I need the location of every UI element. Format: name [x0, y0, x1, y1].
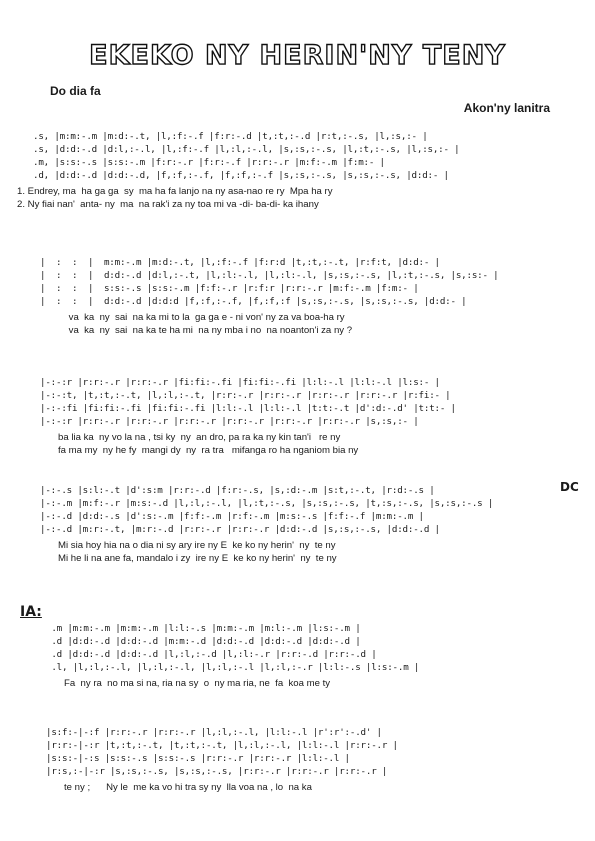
staff-line: |-:-.s |s:l:-.t |d':s:m |r:r:-.d |f:r:-.s, |s,:d:-.m |s:t,:-.t, |r:d:-.s | [40, 485, 435, 496]
staff-line: | : : | d:d:-.d |d:d:d |f,:f,:-.f, |f,:f,:f |s,:s,:-.s, |s,:s,:-.s, |d:d:- | [40, 296, 467, 307]
staff-line: |-:-.m |m:f:-.r |m:s:-.d |l,:l,:-.l, |l,:t,:-.s, |s,:s,:-.s, |t,:s,:-.s, |s,:s,:-.s | [40, 498, 494, 509]
staff-line: | : : | d:d:-.d |d:l,:-.t, |l,:l:-.l, |l,:l:-.l, |s,:s,:-.s, |l,:t,:-.s, |s,:s:- | [40, 270, 499, 281]
staff-line: |r:r:-|-:r |t,:t,:-.t, |t,:t,:-.t, |l,:l,:-.l, |l:l:-.l |r:r:-.r | [46, 740, 398, 751]
lyric-line: fa ma my ny he fy mangi dy ny ra tra mifanga ro ha nganiom bia ny [50, 445, 359, 456]
staff-line: .d |d:d:-.d |d:d:-.d |l,:l,:-.d |l,:l:-.r |r:r:-.d |r:r:-.d | [46, 649, 377, 660]
lyric-line: Fa ny ra no ma si na, ria na sy o ny ma ria, ne fa koa me ty [56, 678, 331, 689]
tune-name: Akon'ny lanitra [463, 101, 550, 115]
staff-line: .m |m:m:-.m |m:m:-.m |l:l:-.s |m:m:-.m |m:l:-.m |l:s:-.m | [46, 623, 361, 634]
staff-line: |-:-.d |d:d:-.s |d':s:-.m |f:f:-.m |r:f:-.m |m:s:-.s |f:f:-.f |m:m:-.m | [40, 511, 424, 522]
lyric-line: Mi he li na ane fa, mandalo i zy ire ny E ke ko ny herin' ny te ny [50, 553, 337, 564]
staff-line: |-:-:r |r:r:-.r |r:r:-.r |r:r:-.r |r:r:-.r |r:r:-.r |r:r:-.r |s,:s,:- | [40, 416, 419, 427]
staff-line: | : : | m:m:-.m |m:d:-.t, |l,:f:-.f |f:r:d |t,:t,:-.t, |r:f:t, |d:d:- | [40, 257, 440, 268]
lyric-line: va ka ny sai na ka mi to la ga ga e - ni von' ny za va boa-ha ry [50, 312, 345, 323]
lyric-line: ba lia ka ny vo la na , tsi ky ny an dro, pa ra ka ny kin tan'i re ny [50, 432, 341, 443]
staff-line: |r:s,:-|-:r |s,:s,:-.s, |s,:s,:-.s, |r:r:-.r |r:r:-.r |r:r:-.r | [46, 766, 388, 777]
staff-line: |s:s:-|-:s |s:s:-.s |s:s:-.s |r:r:-.r |r:r:-.r |l:l:-.l | [46, 753, 350, 764]
lyric-line: 2. Ny fiai nan' anta- ny ma na rak'i za ny toa mi va -di- ba-di- ka ihany [17, 199, 319, 210]
staff-line: |-:-.d |m:r:-.t, |m:r:-.d |r:r:-.r |r:r:-.r |d:d:-.d |s,:s,:-.s, |d:d:-.d | [40, 524, 440, 535]
staff-line: .m, |s:s:-.s |s:s:-.m |f:r:-.r |f:r:-.f |r:r:-.r |m:f:-.m |f:m:- | [33, 157, 385, 168]
staff-line: .s, |m:m:-.m |m:d:-.t, |l,:f:-.f |f:r:-.d |t,:t,:-.d |r:t,:-.s, |l,:s,:- | [33, 131, 428, 142]
staff-line: |-:-:r |r:r:-.r |r:r:-.r |fi:fi:-.fi |fi:fi:-.fi |l:l:-.l |l:l:-.l |l:s:- | [40, 377, 440, 388]
key-signature: Do dia fa [50, 84, 101, 98]
lyric-line: te ny ; Ny le me ka vo hi tra sy ny lla voa na , lo na ka [56, 782, 312, 793]
staff-line: .d |d:d:-.d |d:d:-.d |m:m:-.d |d:d:-.d |d:d:-.d |d:d:-.d | [46, 636, 361, 647]
dc-marker: DC [560, 480, 579, 494]
lyric-line: 1. Endrey, ma ha ga ga sy ma ha fa lanjo na ny asa-nao re ry Mpa ha ry [17, 186, 333, 197]
staff-line: |s:f:-|-:f |r:r:-.r |r:r:-.r |l,:l,:-.l, |l:l:-.l |r':r':-.d' | [46, 727, 382, 738]
lyric-line: va ka ny sai na ka te ha mi na ny mba i no na noanton'i za ny ? [50, 325, 353, 336]
section-label: IA: [20, 604, 42, 620]
lyric-line: Mi sia hoy hia na o dia ni sy ary ire ny E ke ko ny herin' ny te ny [50, 540, 336, 551]
song-title: EKEKO NY HERIN'NY TENY [89, 40, 506, 71]
staff-line: |-:-:fi |fi:fi:-.fi |fi:fi:-.fi |l:l:-.l |l:l:-.l |t:t:-.t |d':d:-.d' |t:t:- | [40, 403, 456, 414]
staff-line: .l, |l,:l,:-.l, |l,:l,:-.l, |l,:l,:-.l |l,:l,:-.r |l:l:-.s |l:s:-.m | [46, 662, 420, 673]
staff-line: .d, |d:d:-.d |d:d:-.d, |f,:f,:-.f, |f,:f,:-.f |s,:s,:-.s, |s,:s,:-.s, |d:d:- | [33, 170, 449, 181]
staff-line: |-:-:t, |t,:t,:-.t, |l,:l,:-.t, |r:r:-.r |r:r:-.r |r:r:-.r |r:r:-.r |r:fi:- | [40, 390, 451, 401]
staff-line: | : : | s:s:-.s |s:s:-.m |f:f:-.r |r:f:r |r:r:-.r |m:f:-.m |f:m:- | [40, 283, 419, 294]
staff-line: .s, |d:d:-.d |d:l,:-.l, |l,:f:-.f |l,:l,:-.l, |s,:s,:-.s, |l,:t,:-.s, |l,:s,:- | [33, 144, 460, 155]
